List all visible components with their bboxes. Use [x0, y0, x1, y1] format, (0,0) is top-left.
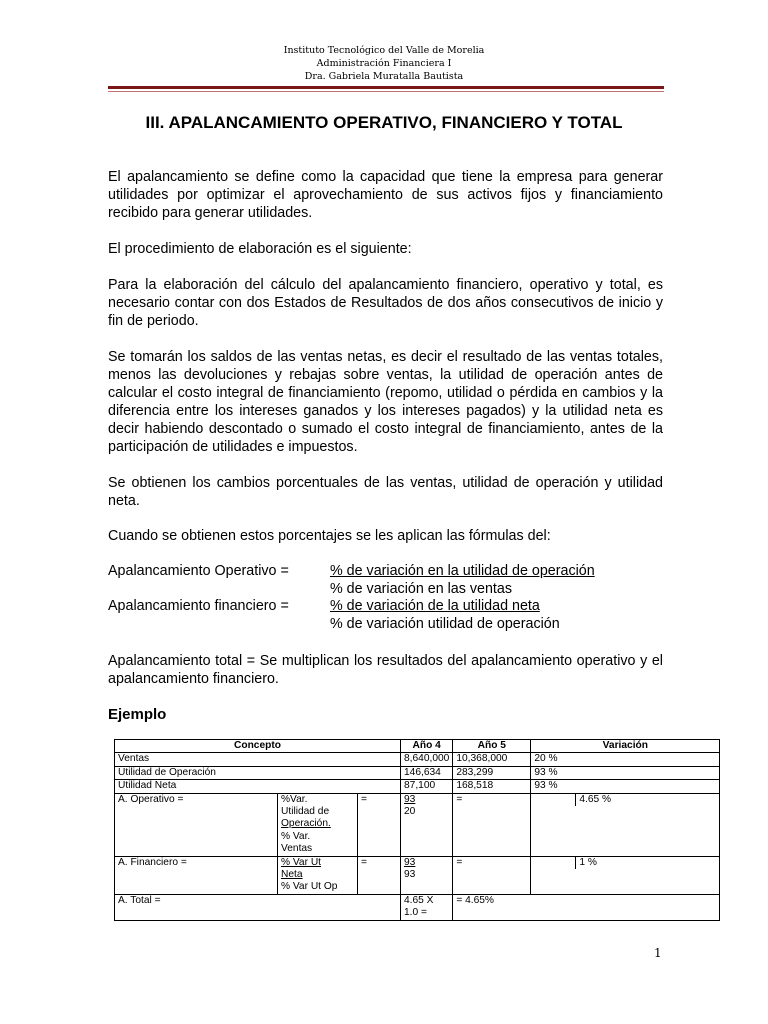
header-anio4: Año 4	[401, 740, 453, 753]
formula-text: Neta	[281, 869, 303, 881]
header-course: Administración Financiera I	[316, 58, 452, 69]
cell-equals: =	[358, 793, 401, 856]
header-author: Dra. Gabriela Muratalla Bautista	[304, 71, 464, 82]
table-row-financiero	[115, 856, 720, 894]
header-institution: Instituto Tecnológico del Valle de Morelia	[283, 45, 485, 56]
table-row-total	[115, 894, 720, 920]
header-rule-thick	[108, 86, 664, 89]
cell-concepto: Utilidad de Operación	[115, 766, 401, 779]
formula-text: %Var.	[281, 793, 308, 805]
page-header	[0, 44, 768, 83]
cell-anio5: 168,518	[453, 780, 531, 793]
formula-financiero-label: Apalancamiento financiero =	[108, 598, 289, 614]
formula-text: % Var.	[281, 830, 311, 842]
cell-variacion: 20 %	[531, 753, 720, 766]
cell-label: A. Operativo =	[115, 793, 278, 856]
paragraph-formulas-intro: Cuando se obtienen estos porcentajes se les aplican las fórmulas del:	[108, 528, 551, 544]
cell-anio5: 283,299	[453, 766, 531, 779]
fraction-denominator: 20	[404, 806, 416, 818]
cell-equals: =	[453, 856, 531, 894]
cell-concepto: Utilidad Neta	[115, 780, 401, 793]
cell-anio5: 10,368,000	[453, 753, 531, 766]
page-title: III. APALANCAMIENTO OPERATIVO, FINANCIERO Y TOTAL	[145, 113, 623, 132]
formula-operativo-label: Apalancamiento Operativo =	[108, 563, 289, 579]
cell-variacion: 93 %	[531, 780, 720, 793]
page-number: 1	[654, 946, 662, 960]
cell-result	[531, 793, 720, 856]
cell-equals: =	[358, 856, 401, 894]
formula-text: % Var Ut	[281, 856, 322, 868]
paragraph-procedure: El procedimiento de elaboración es el siguiente:	[108, 241, 412, 257]
header-anio5: Año 5	[453, 740, 531, 753]
fraction-denominator: 93	[404, 869, 416, 881]
formula-text: Ventas	[281, 843, 313, 855]
cell-fraction	[401, 793, 453, 856]
header-concepto: Concepto	[115, 740, 401, 753]
table-row	[115, 780, 720, 793]
table-row	[115, 753, 720, 766]
result-value: 1 %	[579, 856, 597, 868]
formula-operativo-denominator: % de variación en las ventas	[330, 581, 512, 597]
cell-label: A. Total =	[115, 894, 401, 920]
paragraph-changes: Se obtienen los cambios porcentuales de las ventas, utilidad de operación y utilidad neta.	[108, 475, 663, 509]
paragraph-balances: Se tomarán los saldos de las ventas netas, es decir el resultado de las ventas totales, menos las devoluciones y rebajas sobre ventas, la utilidad de operación antes de calcular el costo integral de financiamiento (repomo, utilidad o pérdida en cambios y la diferencia entre los intereses ganados y los intereses pagados) y la utilidad neta es decir habiendo descontado o sumado el costo integral de financiamiento, antes de la participación de utilidades e impuestos.	[108, 349, 663, 455]
cell-anio4: 146,634	[401, 766, 453, 779]
header-rule-thin	[108, 91, 664, 92]
cell-equals: =	[453, 793, 531, 856]
formula-operativo-numerator: % de variación en la utilidad de operación	[330, 563, 595, 579]
cell-label: A. Financiero =	[115, 856, 278, 894]
cell-formula	[278, 856, 358, 894]
fraction-numerator: 93	[404, 793, 416, 805]
fraction-numerator: 93	[404, 856, 416, 868]
formula-financiero-numerator: % de variación de la utilidad neta	[330, 598, 540, 614]
table-header-row	[115, 740, 720, 753]
cell-anio4: 87,100	[401, 780, 453, 793]
cell-result: = 4.65%	[453, 894, 720, 920]
formula-text: % Var Ut Op	[281, 881, 338, 893]
formula-text: Operación.	[281, 818, 331, 830]
paragraph-requirements: Para la elaboración del cálculo del apalancamiento financiero, operativo y total, es necesario contar con dos Estados de Resultados de dos años consecutivos de inicio y fin de periodo.	[108, 277, 663, 329]
formula-text: Utilidad de	[281, 806, 330, 818]
example-table	[114, 739, 720, 921]
cell-concepto: Ventas	[115, 753, 401, 766]
example-heading: Ejemplo	[108, 706, 167, 723]
formula-financiero-denominator: % de variación utilidad de operación	[330, 616, 560, 632]
cell-fraction	[401, 856, 453, 894]
paragraph-total: Apalancamiento total = Se multiplican los resultados del apalancamiento operativo y el apalancamiento financiero.	[108, 653, 663, 687]
result-value: 4.65 %	[579, 793, 612, 805]
cell-formula	[278, 793, 358, 856]
cell-result	[531, 856, 720, 894]
table-row	[115, 766, 720, 779]
cell-calc: 4.65 X 1.0 =	[401, 894, 453, 920]
cell-variacion: 93 %	[531, 766, 720, 779]
paragraph-definition: El apalancamiento se define como la capacidad que tiene la empresa para generar utilidades por optimizar el aprovechamiento de sus activos fijos y financiamiento recibido para generar utilidades.	[108, 169, 663, 221]
table-row-operativo	[115, 793, 720, 856]
cell-anio4: 8,640,000	[401, 753, 453, 766]
header-variacion: Variación	[531, 740, 720, 753]
